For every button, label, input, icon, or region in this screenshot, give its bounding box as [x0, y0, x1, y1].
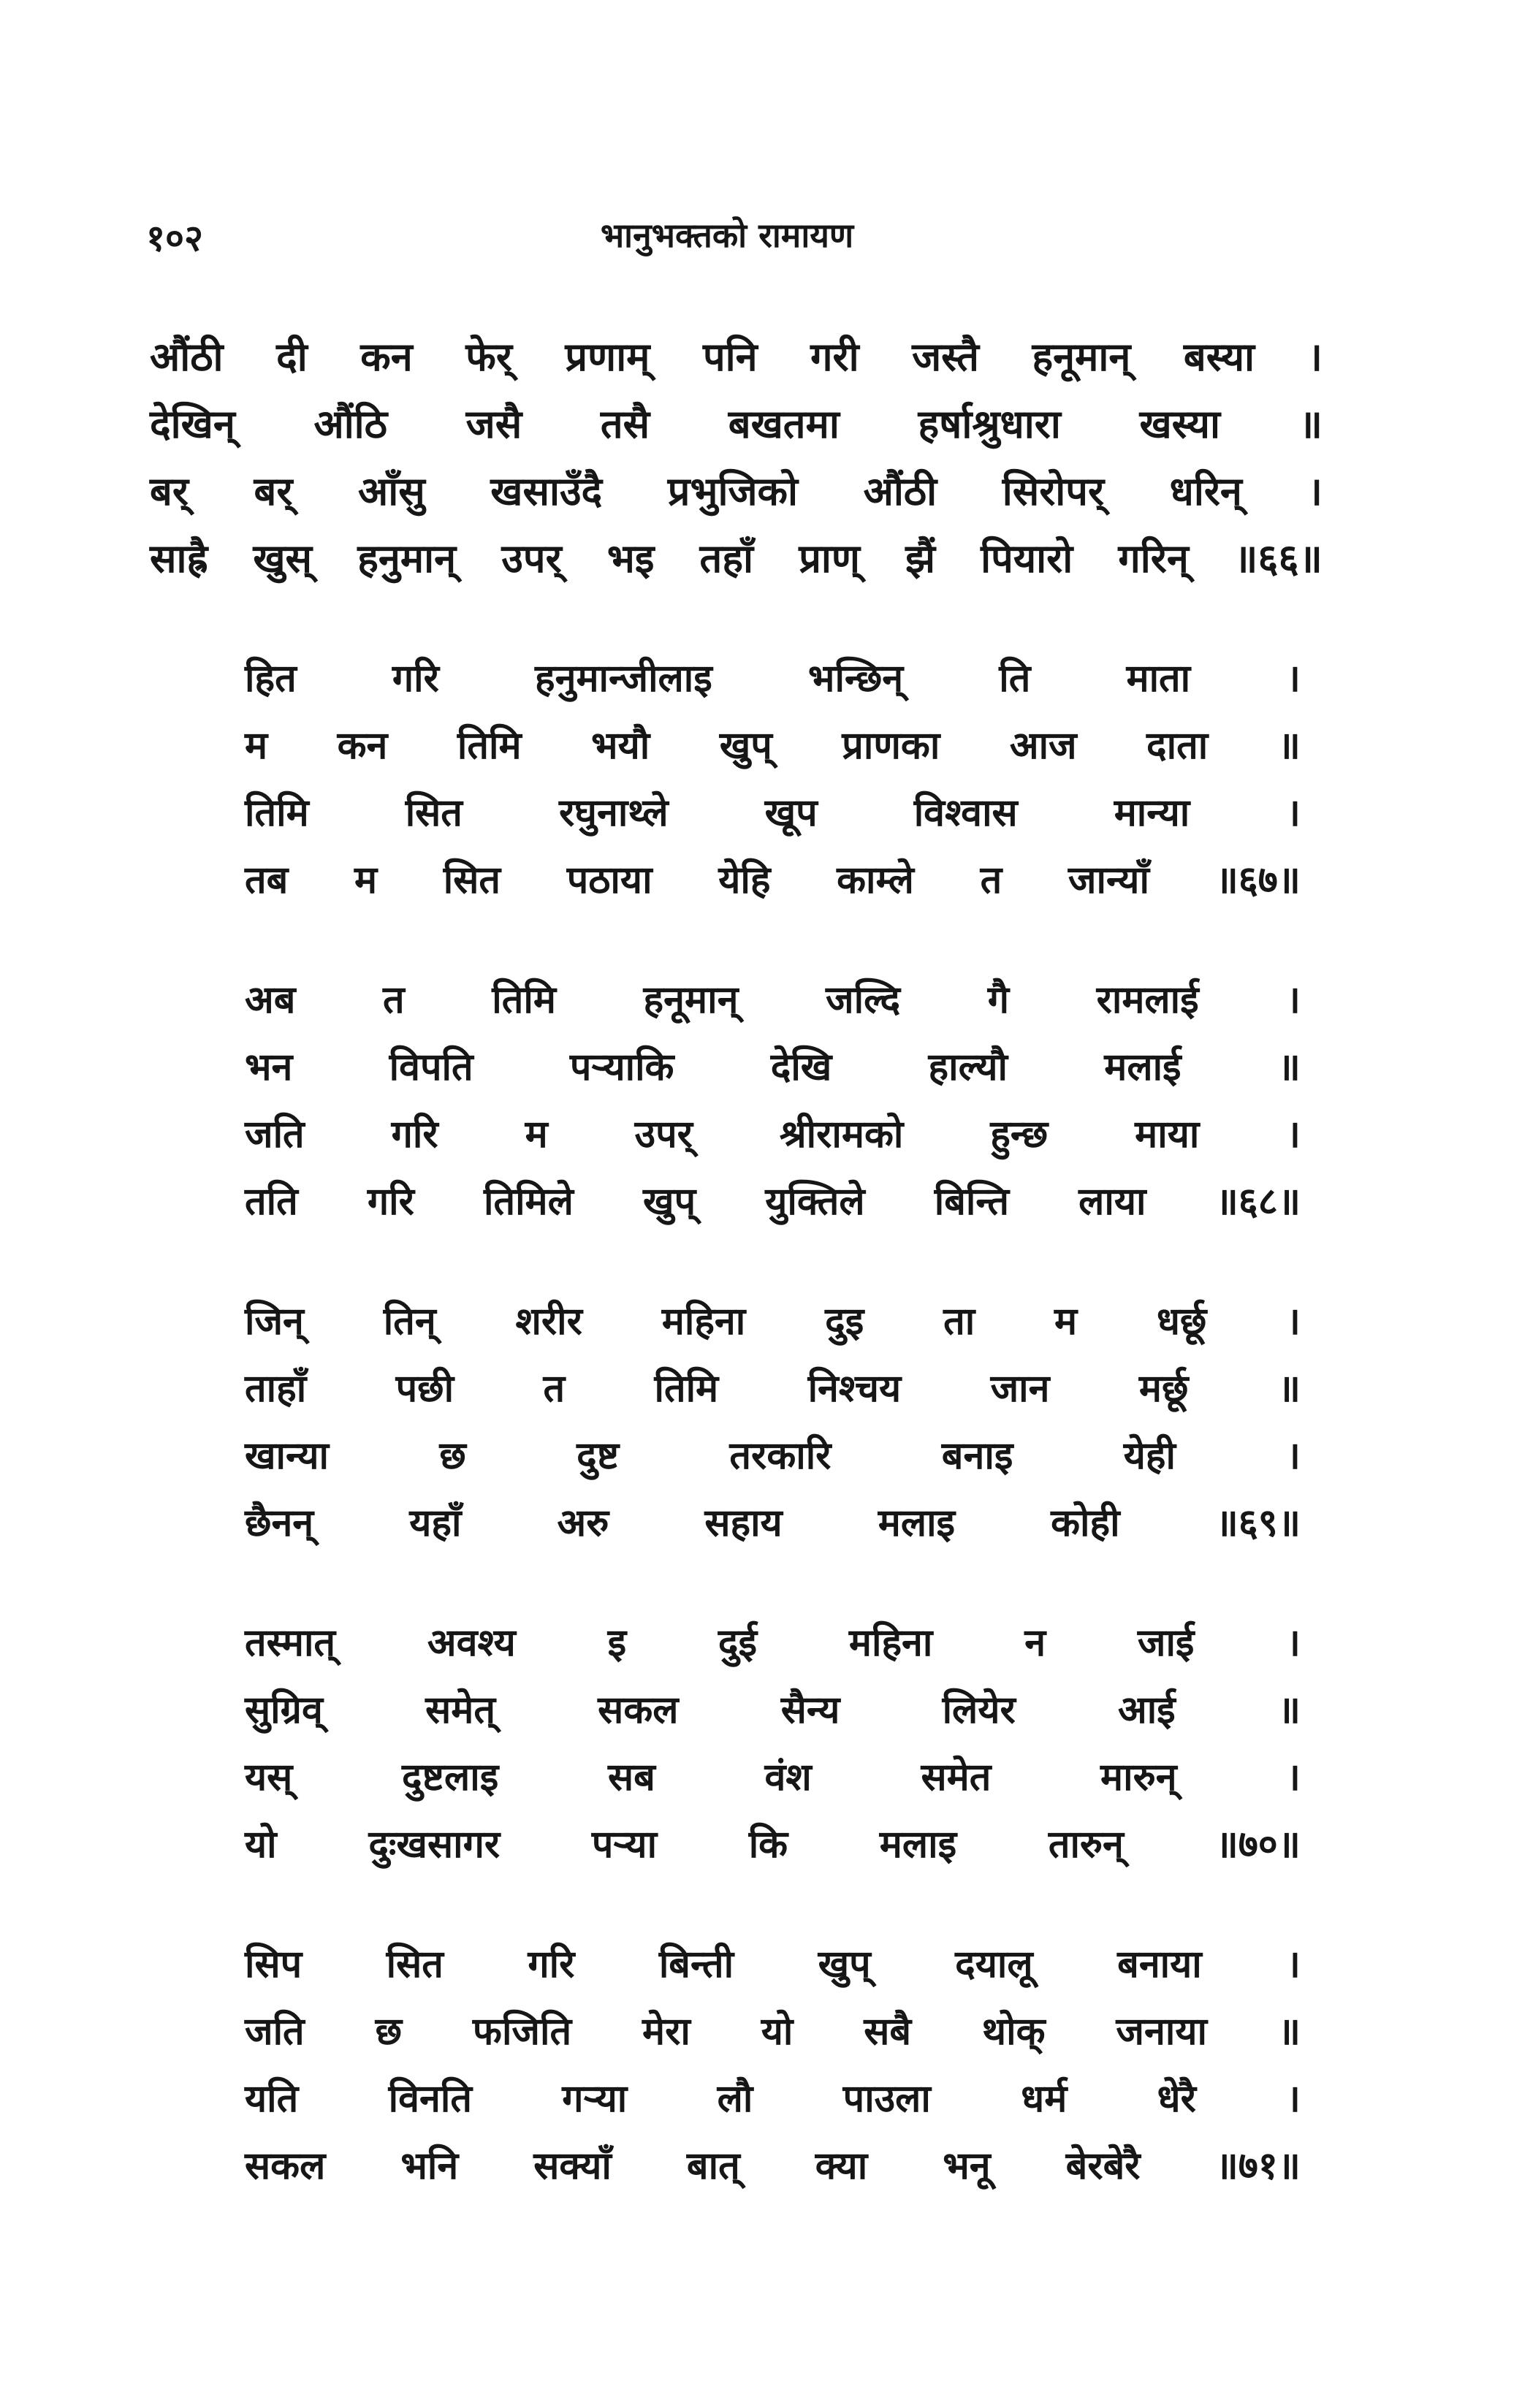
- verse-word: यो: [761, 2009, 794, 2054]
- verse-word: काम्ले: [837, 858, 914, 902]
- verse-word: हनूमान्: [1032, 334, 1131, 380]
- verse-word: हनूमान्: [643, 978, 739, 1022]
- verse-word: लियेर: [942, 1688, 1016, 1732]
- verse-word: मान्या: [1114, 790, 1190, 835]
- verse-word: दयालू: [955, 1942, 1033, 1986]
- verse-line: [245, 2130, 1301, 2198]
- verse-word: ॥: [1277, 2009, 1301, 2054]
- verse-line: [150, 456, 1323, 523]
- verse-word: गरि: [391, 1112, 438, 1157]
- verse-line: [245, 1487, 1301, 1555]
- verse-word: ।: [1307, 334, 1323, 380]
- verse-word: त: [383, 978, 405, 1022]
- verse-word: बनाइ: [941, 1433, 1013, 1478]
- verse-word: मलाइ: [879, 1822, 957, 1867]
- page-header: [146, 212, 1308, 270]
- verse-word: ।: [1286, 656, 1301, 701]
- verse-word: जस्तै: [912, 334, 979, 380]
- verse-line: [245, 1032, 1301, 1099]
- verse-word: गरि: [392, 656, 439, 701]
- verse-word: सक्याँ: [533, 2144, 612, 2188]
- verse-word: शरीर: [515, 1299, 582, 1344]
- verse-word: गऱ्या: [562, 2076, 628, 2121]
- verse-word: प्रभुजिको: [667, 468, 798, 514]
- verse-word: भनू: [943, 2144, 991, 2188]
- verse-word: देखिन्: [150, 401, 235, 447]
- verse-word: ॥७१॥: [1215, 2144, 1301, 2188]
- verse-word: यो: [245, 1822, 277, 1867]
- verse-line: [245, 777, 1301, 845]
- verse-word: खुप्: [719, 723, 772, 768]
- verse-word: भइ: [606, 536, 655, 582]
- verse-word: खुस्: [253, 536, 313, 582]
- verse-word: सित: [405, 790, 463, 835]
- verse-word: पनि: [702, 334, 758, 380]
- verse-word: छ: [375, 2009, 403, 2054]
- verse-word: फेर्: [465, 334, 512, 380]
- verse-line: [245, 1420, 1301, 1487]
- verse-line: [245, 964, 1301, 1032]
- verse-word: बस्या: [1183, 334, 1255, 380]
- verse-word: समेत: [921, 1755, 992, 1799]
- verse-word: ।: [1286, 978, 1301, 1022]
- verse-line: [245, 1353, 1301, 1420]
- verse-word: दुइ: [825, 1299, 864, 1344]
- verse-word: वंश: [764, 1755, 812, 1799]
- verse-word: खस्या: [1139, 401, 1220, 447]
- verse-word: जनाया: [1116, 2009, 1207, 2054]
- verse-word: आई: [1117, 1688, 1176, 1732]
- verse-word: गरि: [367, 1179, 414, 1224]
- verse-word: लाया: [1078, 1179, 1146, 1224]
- verse-word: माया: [1135, 1112, 1200, 1157]
- verse-line: [245, 1286, 1301, 1353]
- verse-word: छैनन्: [245, 1501, 314, 1545]
- verse-word: हाल्यौ: [928, 1045, 1008, 1089]
- verse-line: [245, 1742, 1301, 1809]
- stanza-71: [245, 1929, 1301, 2198]
- verse-word: कोही: [1051, 1501, 1120, 1545]
- verse-word: तरकारि: [729, 1433, 832, 1478]
- verse-word: हनुमान्जीलाइ: [534, 656, 712, 701]
- verse-word: सुग्रिव्: [245, 1688, 323, 1732]
- verse-word: दुःखसागर: [368, 1822, 501, 1867]
- verse-word: ।: [1307, 468, 1323, 514]
- verse-line: [245, 2063, 1301, 2130]
- verse-line: [245, 1166, 1301, 1233]
- verse-word: दुई: [718, 1620, 758, 1665]
- verse-word: पाउला: [842, 2076, 931, 2121]
- verse-word: दी: [276, 334, 308, 380]
- verse-word: गरि: [528, 1942, 575, 1986]
- verse-word: ता: [943, 1299, 975, 1344]
- verse-word: पछी: [395, 1366, 454, 1411]
- verse-word: सकल: [245, 2144, 326, 2188]
- verse-word: विश्वास: [913, 790, 1018, 835]
- verse-word: खुप्: [818, 1942, 871, 1986]
- verse-word: महिना: [848, 1620, 933, 1665]
- verse-word: धेरै: [1157, 2076, 1196, 2121]
- stanza-66: [150, 321, 1323, 590]
- verse-word: तिमि: [492, 978, 556, 1022]
- verse-word: ति: [999, 656, 1031, 701]
- verse-word: येहि: [718, 858, 771, 902]
- verse-word: जान्याँ: [1068, 858, 1149, 902]
- verse-word: आज: [1009, 723, 1077, 768]
- verse-word: म: [354, 858, 378, 902]
- verse-word: मारुन्: [1100, 1755, 1177, 1799]
- verse-word: ।: [1286, 1620, 1301, 1665]
- verse-word: सहाय: [704, 1501, 783, 1545]
- verse-word: कन: [360, 334, 413, 380]
- verse-word: तिमि: [245, 790, 309, 835]
- verse-word: फजिति: [472, 2009, 572, 2054]
- verse-word: पऱ्याकि: [569, 1045, 674, 1089]
- verse-word: क्या: [815, 2144, 868, 2188]
- verse-word: ।: [1286, 790, 1301, 835]
- verse-line: [150, 389, 1323, 456]
- verse-word: युक्तिले: [765, 1179, 865, 1224]
- verse-word: खसाउँदै: [490, 468, 603, 514]
- verse-word: यस्: [245, 1755, 293, 1799]
- verse-word: श्रीरामको: [779, 1112, 904, 1157]
- verse-word: तस्मात्: [245, 1620, 336, 1665]
- verse-word: सित: [443, 858, 501, 902]
- verse-word: प्राण्: [799, 536, 860, 582]
- verse-word: ।: [1286, 1112, 1301, 1157]
- verse-word: औंठी: [150, 334, 224, 380]
- verse-line: [245, 643, 1301, 710]
- verse-line: [150, 523, 1323, 590]
- verse-word: अरु: [557, 1501, 609, 1545]
- verse-word: येही: [1123, 1433, 1176, 1478]
- verse-word: छ: [439, 1433, 466, 1478]
- verse-word: पऱ्या: [591, 1822, 658, 1867]
- page-number: १०२: [146, 217, 203, 259]
- verse-word: सित: [386, 1942, 444, 1986]
- verse-word: बनाया: [1117, 1942, 1202, 1986]
- verse-word: आँसु: [358, 468, 425, 514]
- verse-word: तसै: [600, 401, 650, 447]
- verse-word: उपर्: [501, 536, 562, 582]
- verse-word: सिप: [245, 1942, 303, 1986]
- verse-word: सिरोपर्: [1002, 468, 1105, 514]
- verse-word: खुप्: [643, 1179, 696, 1224]
- verse-word: बर्: [254, 468, 293, 514]
- verse-word: हर्षाश्रुधारा: [918, 401, 1061, 447]
- verse-word: पियारो: [981, 536, 1073, 582]
- verse-word: अवश्य: [427, 1620, 516, 1665]
- verse-word: ।: [1286, 1942, 1301, 1986]
- verse-word: हित: [245, 656, 297, 701]
- verse-word: लौ: [717, 2076, 753, 2121]
- verse-line: [245, 1996, 1301, 2063]
- verse-word: जल्दि: [826, 978, 901, 1022]
- verse-word: बात्: [686, 2144, 740, 2188]
- verse-word: तिमि: [654, 1366, 719, 1411]
- verse-word: म: [525, 1112, 548, 1157]
- verse-word: औंठी: [863, 468, 937, 514]
- verse-word: तिमिले: [483, 1179, 574, 1224]
- verse-word: ।: [1286, 1433, 1301, 1478]
- verse-word: पठाया: [566, 858, 652, 902]
- verse-word: तहाँ: [699, 536, 753, 582]
- verse-line: [245, 1929, 1301, 1996]
- verse-word: तिन्: [383, 1299, 436, 1344]
- verse-word: अब: [245, 978, 296, 1022]
- verse-line: [150, 321, 1323, 389]
- verse-word: भन: [245, 1045, 293, 1089]
- verse-word: गै: [987, 978, 1009, 1022]
- verse-word: बिन्ती: [658, 1942, 734, 1986]
- verse-word: महिना: [661, 1299, 746, 1344]
- verse-word: समेत्: [425, 1688, 495, 1732]
- verse-line: [245, 1809, 1301, 1876]
- verse-line: [245, 710, 1301, 777]
- verse-word: न: [1024, 1620, 1046, 1665]
- verse-word: सकल: [598, 1688, 679, 1732]
- verse-word: थोक्: [981, 2009, 1046, 2054]
- verse-line: [245, 1674, 1301, 1742]
- verse-word: ॥७०॥: [1215, 1822, 1301, 1867]
- verse-word: झैं: [905, 536, 935, 582]
- verse-word: बेरबेरै: [1065, 2144, 1141, 2188]
- verse-line: [245, 845, 1301, 912]
- verse-word: खूप: [764, 790, 818, 835]
- verse-word: विनति: [388, 2076, 472, 2121]
- verse-word: प्रणाम्: [565, 334, 650, 380]
- verse-word: प्राणका: [842, 723, 940, 768]
- verse-word: ॥: [1277, 1366, 1301, 1411]
- verse-word: बर्: [150, 468, 189, 514]
- stanza-68: [245, 964, 1301, 1233]
- verse-word: तब: [245, 858, 289, 902]
- verse-word: सैन्य: [780, 1688, 840, 1732]
- verse-word: सब: [607, 1755, 655, 1799]
- verse-word: खान्या: [245, 1433, 329, 1478]
- verse-word: तारुन्: [1048, 1822, 1124, 1867]
- verse-word: दुष्ट: [577, 1433, 620, 1478]
- verse-word: ॥: [1277, 1688, 1301, 1732]
- verse-word: गरिन्: [1118, 536, 1189, 582]
- verse-word: साह्रै: [150, 536, 208, 582]
- verse-word: जाई: [1137, 1620, 1195, 1665]
- verse-word: औंठि: [313, 401, 387, 447]
- verse-word: ॥६९॥: [1215, 1501, 1301, 1545]
- verse-word: ॥: [1298, 401, 1323, 447]
- verse-word: जति: [245, 1112, 305, 1157]
- verse-word: धरिन्: [1169, 468, 1242, 514]
- running-title: भानुभक्तको रामायण: [600, 216, 854, 255]
- verse-word: ॥६८॥: [1215, 1179, 1301, 1224]
- verse-word: मलाइ: [878, 1501, 956, 1545]
- verse-word: विपति: [389, 1045, 473, 1089]
- verse-word: ॥: [1277, 1045, 1301, 1089]
- verse-word: रघुनाथ्ले: [558, 790, 669, 835]
- verse-word: मर्छू: [1138, 1366, 1189, 1411]
- verse-word: ।: [1286, 1755, 1301, 1799]
- verse-word: म: [1054, 1299, 1078, 1344]
- verse-word: ।: [1286, 1299, 1301, 1344]
- verse-word: भन्छिन्: [807, 656, 904, 701]
- verse-word: गरी: [810, 334, 859, 380]
- verse-word: त: [980, 858, 1002, 902]
- verse-word: जति: [245, 2009, 305, 2054]
- verse-word: दाता: [1146, 723, 1209, 768]
- stanza-69: [245, 1286, 1301, 1555]
- verse-word: भनि: [400, 2144, 459, 2188]
- verse-word: निश्चय: [807, 1366, 902, 1411]
- verse-word: तति: [245, 1179, 298, 1224]
- verse-word: कन: [337, 723, 388, 768]
- verse-word: माता: [1126, 656, 1191, 701]
- verse-word: भयौ: [591, 723, 650, 768]
- verse-word: बखतमा: [728, 401, 840, 447]
- verse-word: जान: [990, 1366, 1050, 1411]
- verse-word: हुन्छ: [990, 1112, 1049, 1157]
- verse-word: उपर्: [634, 1112, 693, 1157]
- verse-word: म: [245, 723, 268, 768]
- verse-word: ॥: [1277, 723, 1301, 768]
- verse-word: मेरा: [642, 2009, 690, 2054]
- verse-word: कि: [748, 1822, 788, 1867]
- verse-word: धर्छू: [1156, 1299, 1207, 1344]
- verse-line: [245, 1607, 1301, 1674]
- verse-word: ताहाँ: [245, 1366, 307, 1411]
- verse-word: दुष्टलाइ: [402, 1755, 499, 1799]
- verse-word: धर्म: [1021, 2076, 1068, 2121]
- verse-word: त: [543, 1366, 566, 1411]
- stanza-70: [245, 1607, 1301, 1876]
- verse-word: यहाँ: [409, 1501, 462, 1545]
- verse-word: तिमि: [457, 723, 522, 768]
- verse-word: बिन्ति: [934, 1179, 1010, 1224]
- verse-word: ॥६६॥: [1234, 536, 1323, 582]
- stanza-67: [245, 643, 1301, 912]
- verse-word: ।: [1286, 2076, 1301, 2121]
- verse-word: सबै: [864, 2009, 912, 2054]
- verse-word: रामलाई: [1096, 978, 1199, 1022]
- verse-word: हनुमान्: [357, 536, 457, 582]
- verse-line: [245, 1099, 1301, 1166]
- verse-word: जसै: [465, 401, 522, 447]
- verse-word: देखि: [770, 1045, 832, 1089]
- verse-word: इ: [607, 1620, 627, 1665]
- verse-word: मलाई: [1104, 1045, 1182, 1089]
- verse-word: ॥६७॥: [1215, 858, 1301, 902]
- verse-word: जिन्: [245, 1299, 304, 1344]
- verse-word: यति: [245, 2076, 299, 2121]
